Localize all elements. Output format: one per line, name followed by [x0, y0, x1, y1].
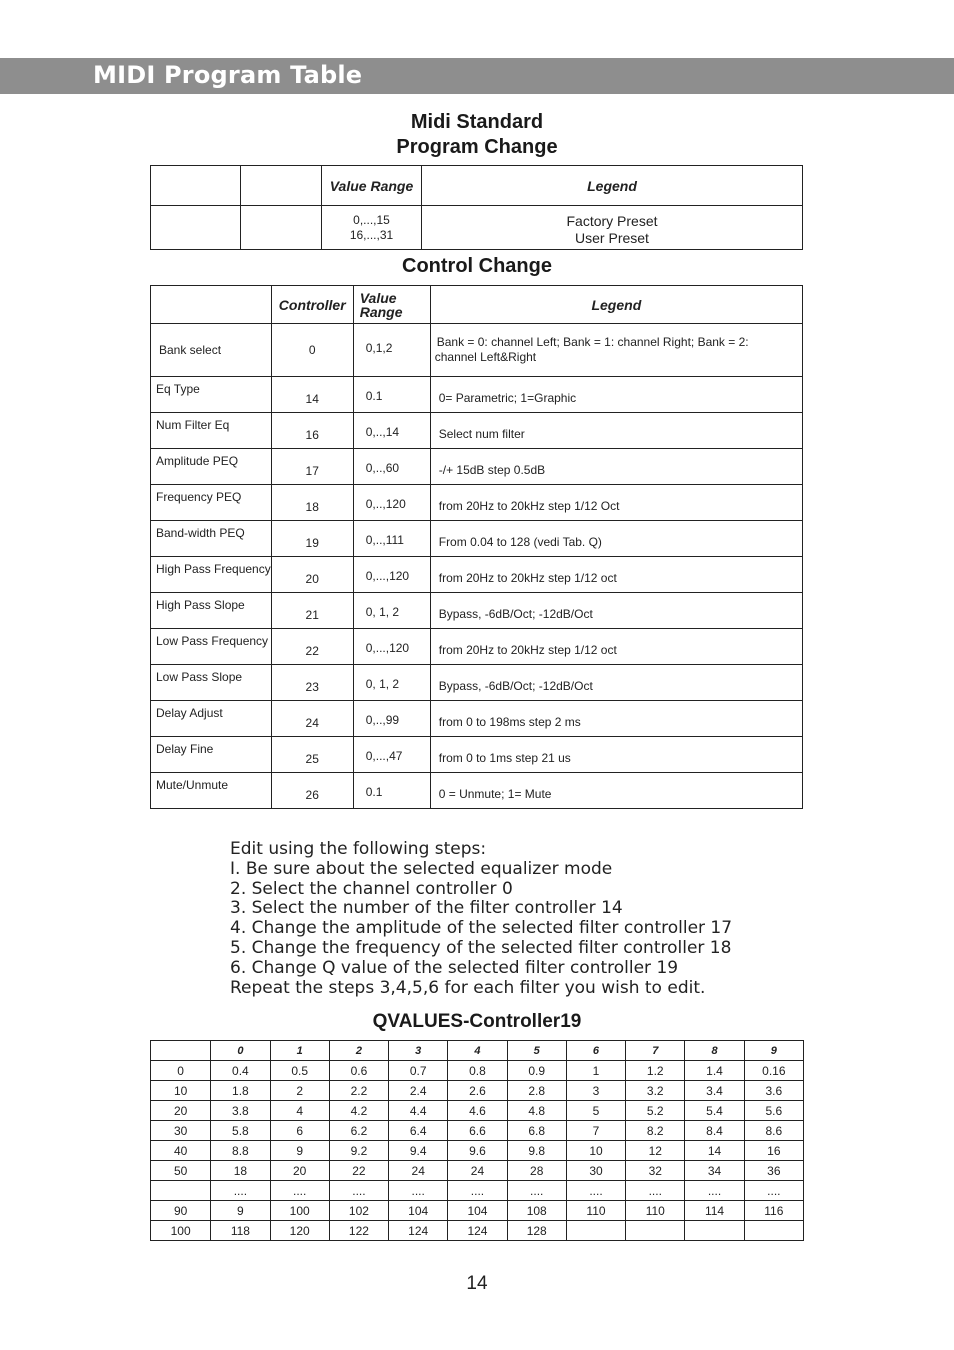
legend-cell	[430, 665, 802, 701]
controller-number-text: 17	[305, 463, 319, 478]
table-cell: 4.6	[448, 1101, 507, 1121]
table-cell: 1	[566, 1061, 625, 1081]
page-title: MIDI Program Table	[93, 61, 363, 89]
value-range-cell	[353, 449, 430, 485]
table-cell: 0.4	[211, 1061, 270, 1081]
controller-name	[151, 521, 272, 557]
legend-cell	[430, 773, 802, 809]
row-header: 100	[151, 1221, 211, 1241]
table-row	[151, 377, 803, 413]
qvalues-title: QVALUES-Controller19	[372, 1011, 582, 1032]
column-header	[151, 1041, 211, 1061]
value-range-cell-text: 0,..,120	[365, 496, 406, 511]
controller-number	[271, 324, 353, 377]
table-row	[151, 1181, 804, 1201]
value-range-cell-text: 0,..,14	[365, 424, 400, 439]
table-header-row	[151, 166, 803, 206]
row-header: 40	[151, 1141, 211, 1161]
legend-header: Legend	[430, 286, 802, 324]
controller-number	[271, 665, 353, 701]
value-range-cell	[353, 665, 430, 701]
controller-name-text: Mute/Unmute	[156, 777, 229, 792]
table-row	[151, 413, 803, 449]
legend-cell	[430, 593, 802, 629]
table-cell	[241, 206, 322, 250]
qvalues-body	[151, 1061, 804, 1241]
value-line: 16,...,31	[349, 227, 394, 242]
table-cell: 3.2	[626, 1081, 685, 1101]
table-cell: 9	[270, 1141, 329, 1161]
table-cell: ....	[329, 1181, 388, 1201]
table-row	[151, 1061, 804, 1081]
controller-name-text: Low Pass Slope	[156, 669, 243, 684]
table-cell: 4.4	[389, 1101, 448, 1121]
row-header: 0	[151, 1061, 211, 1081]
controller-name	[151, 629, 272, 665]
legend-cell-text: Select num filter	[438, 426, 525, 441]
table-row	[151, 737, 803, 773]
control-change-rows	[151, 377, 803, 809]
table-cell: 104	[389, 1201, 448, 1221]
legend-cell	[430, 737, 802, 773]
controller-name	[151, 449, 272, 485]
table-cell: 114	[685, 1201, 744, 1221]
table-cell: ....	[507, 1181, 566, 1201]
table-cell: 6	[270, 1121, 329, 1141]
controller-number	[271, 593, 353, 629]
controller-number-text: 18	[305, 499, 319, 514]
value-range-cell-text: 0,..,111	[365, 532, 404, 547]
header-line: Range	[359, 303, 403, 320]
table-cell	[626, 1221, 685, 1241]
controller-number-text: 20	[305, 571, 319, 586]
value-range-header: Value Range	[322, 166, 422, 206]
table-row	[151, 521, 803, 557]
controller-name-text: High Pass Slope	[156, 597, 245, 612]
table-cell: 5.2	[626, 1101, 685, 1121]
value-range-cell-text: 0,..,99	[365, 712, 400, 727]
controller-name-text: Delay Adjust	[156, 705, 223, 720]
table-cell: 5	[566, 1101, 625, 1121]
step-line: 6. Change Q value of the selected filter controller 19	[230, 957, 679, 978]
row-header: 90	[151, 1201, 211, 1221]
controller-number	[271, 557, 353, 593]
controller-name-text: Delay Fine	[156, 741, 214, 756]
column-header: 4	[448, 1041, 507, 1061]
row-header	[151, 1181, 211, 1201]
controller-name	[151, 557, 272, 593]
controller-name-text: Amplitude PEQ	[156, 453, 239, 468]
table-cell: 6.2	[329, 1121, 388, 1141]
controller-name	[151, 701, 272, 737]
table-cell: 7	[566, 1121, 625, 1141]
controller-number-text: 24	[305, 715, 319, 730]
table-cell: 3.4	[685, 1081, 744, 1101]
controller-number-text: 16	[305, 427, 319, 442]
legend-cell	[430, 413, 802, 449]
table-cell: 9	[211, 1201, 270, 1221]
table-cell: 100	[270, 1201, 329, 1221]
table-cell: 0.7	[389, 1061, 448, 1081]
controller-number	[271, 629, 353, 665]
table-cell: 34	[685, 1161, 744, 1181]
table-row	[151, 773, 803, 809]
table-cell: 2.4	[389, 1081, 448, 1101]
table-row	[151, 665, 803, 701]
table-cell: 108	[507, 1201, 566, 1221]
controller-name	[151, 737, 272, 773]
legend-cell-text: from 0 to 198ms step 2 ms	[438, 714, 581, 729]
table-row	[151, 1081, 804, 1101]
table-cell: 16	[744, 1141, 803, 1161]
controller-name-text: Num Filter Eq	[156, 417, 230, 432]
table-cell: 128	[507, 1221, 566, 1241]
value-range-cell-text: 0,..,60	[365, 460, 400, 475]
value-range-cell	[353, 324, 430, 377]
row-header: 10	[151, 1081, 211, 1101]
controller-number	[271, 449, 353, 485]
controller-number-text: 19	[305, 535, 319, 550]
controller-number	[271, 377, 353, 413]
table-cell: 0.8	[448, 1061, 507, 1081]
column-header: 3	[389, 1041, 448, 1061]
table-cell: 5.8	[211, 1121, 270, 1141]
legend-line: Bank = 0: channel Left; Bank = 1: channel Right; Bank = 2:	[436, 335, 749, 349]
table-cell: 10	[566, 1141, 625, 1161]
table-cell: ....	[626, 1181, 685, 1201]
table-cell: 0.5	[270, 1061, 329, 1081]
controller-number-text: 14	[305, 391, 319, 406]
table-cell: 18	[211, 1161, 270, 1181]
table-cell: 2	[270, 1081, 329, 1101]
table-cell: 3.6	[744, 1081, 803, 1101]
table-cell: 2.2	[329, 1081, 388, 1101]
row-header: 30	[151, 1121, 211, 1141]
legend-cell	[430, 557, 802, 593]
table-cell: 8.2	[626, 1121, 685, 1141]
controller-number	[271, 773, 353, 809]
table-row	[151, 701, 803, 737]
table-row	[151, 629, 803, 665]
table-cell: 5.4	[685, 1101, 744, 1121]
table-cell	[566, 1221, 625, 1241]
value-range-cell-text: 0,...,47	[365, 748, 403, 763]
table-row	[151, 324, 803, 377]
table-cell: 22	[329, 1161, 388, 1181]
table-cell: 102	[329, 1201, 388, 1221]
table-cell: 116	[744, 1201, 803, 1221]
row-header: 20	[151, 1101, 211, 1121]
row-header: 50	[151, 1161, 211, 1181]
table-cell: 6.8	[507, 1121, 566, 1141]
controller-name	[151, 413, 272, 449]
column-header: 2	[329, 1041, 388, 1061]
table-cell: 110	[566, 1201, 625, 1221]
controller-number	[271, 485, 353, 521]
controller-number-text: 25	[305, 751, 319, 766]
table-cell: 1.8	[211, 1081, 270, 1101]
legend-cell-text: 0 = Unmute; 1= Mute	[438, 786, 552, 801]
table-cell	[151, 286, 272, 324]
legend-cell-text: from 0 to 1ms step 21 us	[438, 750, 571, 765]
column-header: 1	[270, 1041, 329, 1061]
value-range-cell	[353, 593, 430, 629]
legend-cell-text: Bypass, -6dB/Oct; -12dB/Oct	[438, 678, 593, 693]
controller-number-text: 26	[305, 787, 319, 802]
controller-number	[271, 701, 353, 737]
controller-number-text: 21	[305, 607, 319, 622]
controller-name-text: Low Pass Frequency	[156, 633, 269, 648]
table-row	[151, 1141, 804, 1161]
table-cell	[151, 206, 241, 250]
legend-line: Factory Preset	[566, 212, 658, 229]
column-header: 0	[211, 1041, 270, 1061]
qvalues-table	[150, 1040, 804, 1241]
value-range-cell-text: 0, 1, 2	[365, 676, 400, 691]
table-row	[151, 1221, 804, 1241]
table-cell: 4	[270, 1101, 329, 1121]
value-range-cell-text: 0,...,120	[365, 640, 410, 655]
table-cell: 124	[389, 1221, 448, 1241]
table-cell: 6.4	[389, 1121, 448, 1141]
table-cell: ....	[744, 1181, 803, 1201]
table-row	[151, 485, 803, 521]
table-cell: 2.6	[448, 1081, 507, 1101]
table-row	[151, 1121, 804, 1141]
table-cell: 9.8	[507, 1141, 566, 1161]
legend-cell	[430, 449, 802, 485]
table-cell: 9.6	[448, 1141, 507, 1161]
controller-name	[151, 773, 272, 809]
table-cell: 4.2	[329, 1101, 388, 1121]
table-cell: ....	[448, 1181, 507, 1201]
table-cell: 36	[744, 1161, 803, 1181]
table-cell: 2.8	[507, 1081, 566, 1101]
step-line: Edit using the following steps:	[230, 839, 487, 859]
column-header: 9	[744, 1041, 803, 1061]
table-header-row	[151, 1041, 804, 1061]
table-cell: ....	[211, 1181, 270, 1201]
table-cell: 8.6	[744, 1121, 803, 1141]
table-row	[151, 449, 803, 485]
table-cell: 6.6	[448, 1121, 507, 1141]
controller-number-text: 23	[305, 679, 319, 694]
program-change-title-line1: Midi Standard	[410, 111, 544, 133]
table-cell	[685, 1221, 744, 1241]
controller-header: Controller	[271, 286, 353, 324]
table-cell: 9.2	[329, 1141, 388, 1161]
table-cell: 0.6	[329, 1061, 388, 1081]
control-change-table	[150, 285, 803, 809]
value-range-cell	[353, 485, 430, 521]
legend-cell-text: from 20Hz to 20kHz step 1/12 oct	[438, 642, 617, 657]
step-line: 5. Change the frequency of the selected filter controller 18	[230, 937, 732, 958]
table-cell: 3	[566, 1081, 625, 1101]
step-line: I. Be sure about the selected equalizer mode	[230, 858, 613, 879]
page-number: 14	[466, 1273, 488, 1294]
legend-cell	[430, 377, 802, 413]
controller-name	[151, 485, 272, 521]
edit-steps	[230, 840, 732, 998]
value-range-cell	[353, 629, 430, 665]
legend-cell	[430, 324, 802, 377]
table-cell: 104	[448, 1201, 507, 1221]
controller-name-text: Eq Type	[156, 381, 200, 396]
table-cell	[241, 166, 322, 206]
table-row	[151, 1201, 804, 1221]
controller-name	[151, 665, 272, 701]
table-cell: 122	[329, 1221, 388, 1241]
value-range-header	[353, 286, 430, 324]
value-range-cell	[353, 773, 430, 809]
controller-name	[151, 377, 272, 413]
legend-cell	[430, 629, 802, 665]
table-cell: 1.2	[626, 1061, 685, 1081]
program-change-title	[0, 110, 954, 160]
legend-line: User Preset	[575, 229, 649, 246]
value-range-cell	[353, 737, 430, 773]
value-range-cell	[353, 557, 430, 593]
table-cell: 118	[211, 1221, 270, 1241]
program-change-table	[150, 165, 803, 250]
table-cell	[151, 166, 241, 206]
header-bar	[0, 58, 954, 94]
table-cell: ....	[389, 1181, 448, 1201]
table-cell: 0.9	[507, 1061, 566, 1081]
controller-name-text: High Pass Frequency	[156, 561, 271, 576]
controller-name-text: Frequency PEQ	[156, 489, 242, 504]
table-cell: 124	[448, 1221, 507, 1241]
step-line: 4. Change the amplitude of the selected filter controller 17	[230, 918, 733, 939]
table-row	[151, 593, 803, 629]
value-range-cell	[353, 701, 430, 737]
table-cell: 1.4	[685, 1061, 744, 1081]
table-cell: 5.6	[744, 1101, 803, 1121]
table-cell: 28	[507, 1161, 566, 1181]
table-cell: 24	[448, 1161, 507, 1181]
controller-name-text: Band-width PEQ	[156, 525, 245, 540]
table-cell	[744, 1221, 803, 1241]
legend-cell-text: from 20Hz to 20kHz step 1/12 Oct	[438, 498, 620, 513]
value-range-cell	[353, 377, 430, 413]
table-cell: 9.4	[389, 1141, 448, 1161]
number-text: 0	[308, 343, 316, 357]
table-cell: 12	[626, 1141, 685, 1161]
value-range-cell-text: 0.1	[365, 388, 383, 403]
table-cell: ....	[270, 1181, 329, 1201]
control-change-title: Control Change	[402, 255, 552, 277]
legend-cell-text: -/+ 15dB step 0.5dB	[438, 462, 546, 477]
name-text: Bank select	[159, 343, 222, 357]
legend-cell	[422, 206, 803, 250]
legend-cell	[430, 485, 802, 521]
table-cell: ....	[566, 1181, 625, 1201]
program-change-title-line2: Program Change	[396, 136, 558, 158]
table-header-row	[151, 286, 803, 324]
qvalues-header	[151, 1041, 804, 1061]
value-line: 0,...,15	[353, 212, 390, 227]
column-header: 8	[685, 1041, 744, 1061]
value-range-cell	[353, 521, 430, 557]
controller-name	[151, 324, 272, 377]
table-cell: 4.8	[507, 1101, 566, 1121]
step-line: Repeat the steps 3,4,5,6 for each filter you wish to edit.	[230, 977, 706, 998]
column-header: 5	[507, 1041, 566, 1061]
table-cell: 24	[389, 1161, 448, 1181]
legend-cell	[430, 701, 802, 737]
table-cell: 30	[566, 1161, 625, 1181]
value-range-cell	[322, 206, 422, 250]
legend-line: channel Left&Right	[434, 350, 537, 364]
table-row	[151, 1161, 804, 1181]
legend-header: Legend	[422, 166, 803, 206]
controller-name	[151, 593, 272, 629]
table-cell: 110	[626, 1201, 685, 1221]
column-header: 6	[566, 1041, 625, 1061]
table-cell: 32	[626, 1161, 685, 1181]
table-cell: ....	[685, 1181, 744, 1201]
legend-cell-text: Bypass, -6dB/Oct; -12dB/Oct	[438, 606, 593, 621]
table-cell: 0.16	[744, 1061, 803, 1081]
value-range-cell-text: 0, 1, 2	[365, 604, 400, 619]
table-cell: 8.4	[685, 1121, 744, 1141]
table-cell: 3.8	[211, 1101, 270, 1121]
controller-number	[271, 521, 353, 557]
controller-number	[271, 413, 353, 449]
value-range-cell	[353, 413, 430, 449]
legend-cell	[430, 521, 802, 557]
value-text: 0,1,2	[365, 341, 393, 355]
controller-number	[271, 737, 353, 773]
controller-number-text: 22	[305, 643, 319, 658]
legend-cell-text: 0= Parametric; 1=Graphic	[438, 390, 577, 405]
step-line: 2. Select the channel controller 0	[230, 878, 513, 899]
column-header: 7	[626, 1041, 685, 1061]
value-range-cell-text: 0.1	[365, 784, 383, 799]
table-cell: 20	[270, 1161, 329, 1181]
legend-cell-text: from 20Hz to 20kHz step 1/12 oct	[438, 570, 617, 585]
table-cell: 120	[270, 1221, 329, 1241]
value-range-cell-text: 0,...,120	[365, 568, 410, 583]
header-line: Value	[359, 289, 397, 306]
legend-cell-text: From 0.04 to 128 (vedi Tab. Q)	[438, 534, 602, 549]
table-row	[151, 206, 803, 250]
table-row	[151, 557, 803, 593]
table-cell: 14	[685, 1141, 744, 1161]
table-cell: 8.8	[211, 1141, 270, 1161]
step-line: 3. Select the number of the filter controller 14	[230, 898, 623, 919]
table-row	[151, 1101, 804, 1121]
